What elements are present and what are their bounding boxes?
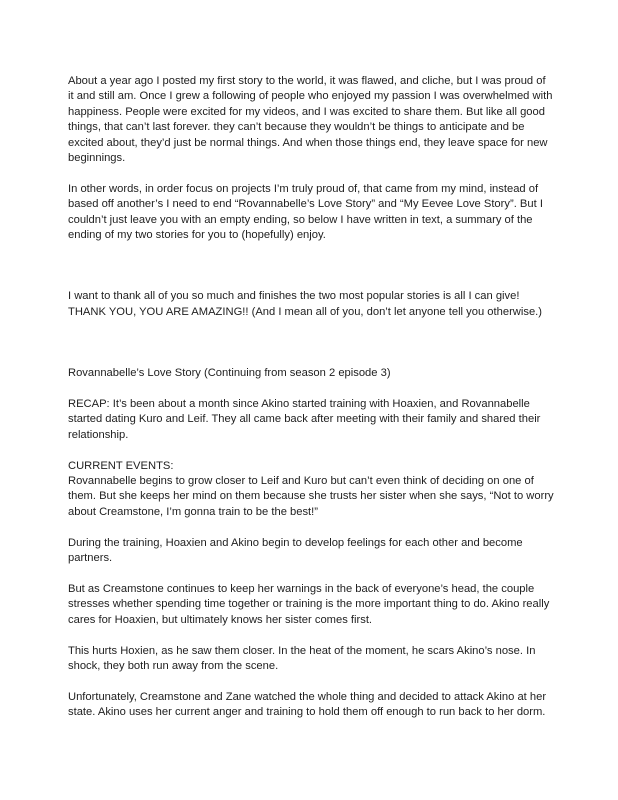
story-title: Rovannabelle’s Love Story (Continuing from season 2 episode 3): [68, 367, 391, 380]
paragraph-current-events-2: During the training, Hoaxien and Akino begin to develop feelings for each other and become partners.: [68, 536, 523, 565]
paragraph-current-events-5: Unfortunately, Creamstone and Zane watched the whole thing and decided to attack Akino at her state. Akino uses her current anger and training to hold them off enough to run back to her dorm.: [68, 690, 547, 719]
paragraph-farewell-intro: About a year ago I posted my first story to the world, it was flawed, and cliche, but I was proud of it and still am. Once I grew a following of people who enjoyed my passion I was overwhelmed with happiness. People were excited for my videos, and I was excited to share them. But like all good things, that can’t last forever. they can’t because they wouldn’t be things to anticipate and be excited about, they’d just be normal things. And when those things end, they leave space for new beginnings.: [68, 75, 553, 165]
paragraph-current-events-1: Rovannabelle begins to grow closer to Leif and Kuro but can’t even think of deciding on one of them. But she keeps her mind on them because she trusts her sister when she says, “Not to worry about Creamstone, I’m gonna train to be the best!”: [68, 475, 554, 518]
paragraph-ending-reason: In other words, in order focus on projects I’m truly proud of, that came from my mind, instead of based off another’s I need to end “Rovannabelle’s Love Story” and “My Eevee Love Story”. But I couldn’t just leave you with an empty ending, so below I have written in text, a summary of the ending of my two stories for you to (hopefully) enjoy.: [68, 182, 543, 242]
current-events-heading: CURRENT EVENTS:: [68, 459, 174, 472]
paragraph-current-events-4: This hurts Hoxien, as he saw them closer. In the heat of the moment, he scars Akino’s nose. In shock, they both run away from the scene.: [68, 644, 536, 672]
paragraph-thank-you: I want to thank all of you so much and finishes the two most popular stories is all I can give! THANK YOU, YOU ARE AMAZING!! (And I mean all of you, don’t let anyone tell you otherwise.): [68, 290, 543, 318]
paragraph-current-events-3: But as Creamstone continues to keep her warnings in the back of everyone’s head, the couple stresses whether spending time together or training is the more important thing to do. Akino really cares for Hoaxien, but ultimately knows her sister comes first.: [68, 582, 550, 626]
paragraph-recap: RECAP: It’s been about a month since Akino started training with Hoaxien, and Rovannabelle started dating Kuro and Leif. They all came back after meeting with their family and shared their relationship.: [68, 398, 541, 441]
